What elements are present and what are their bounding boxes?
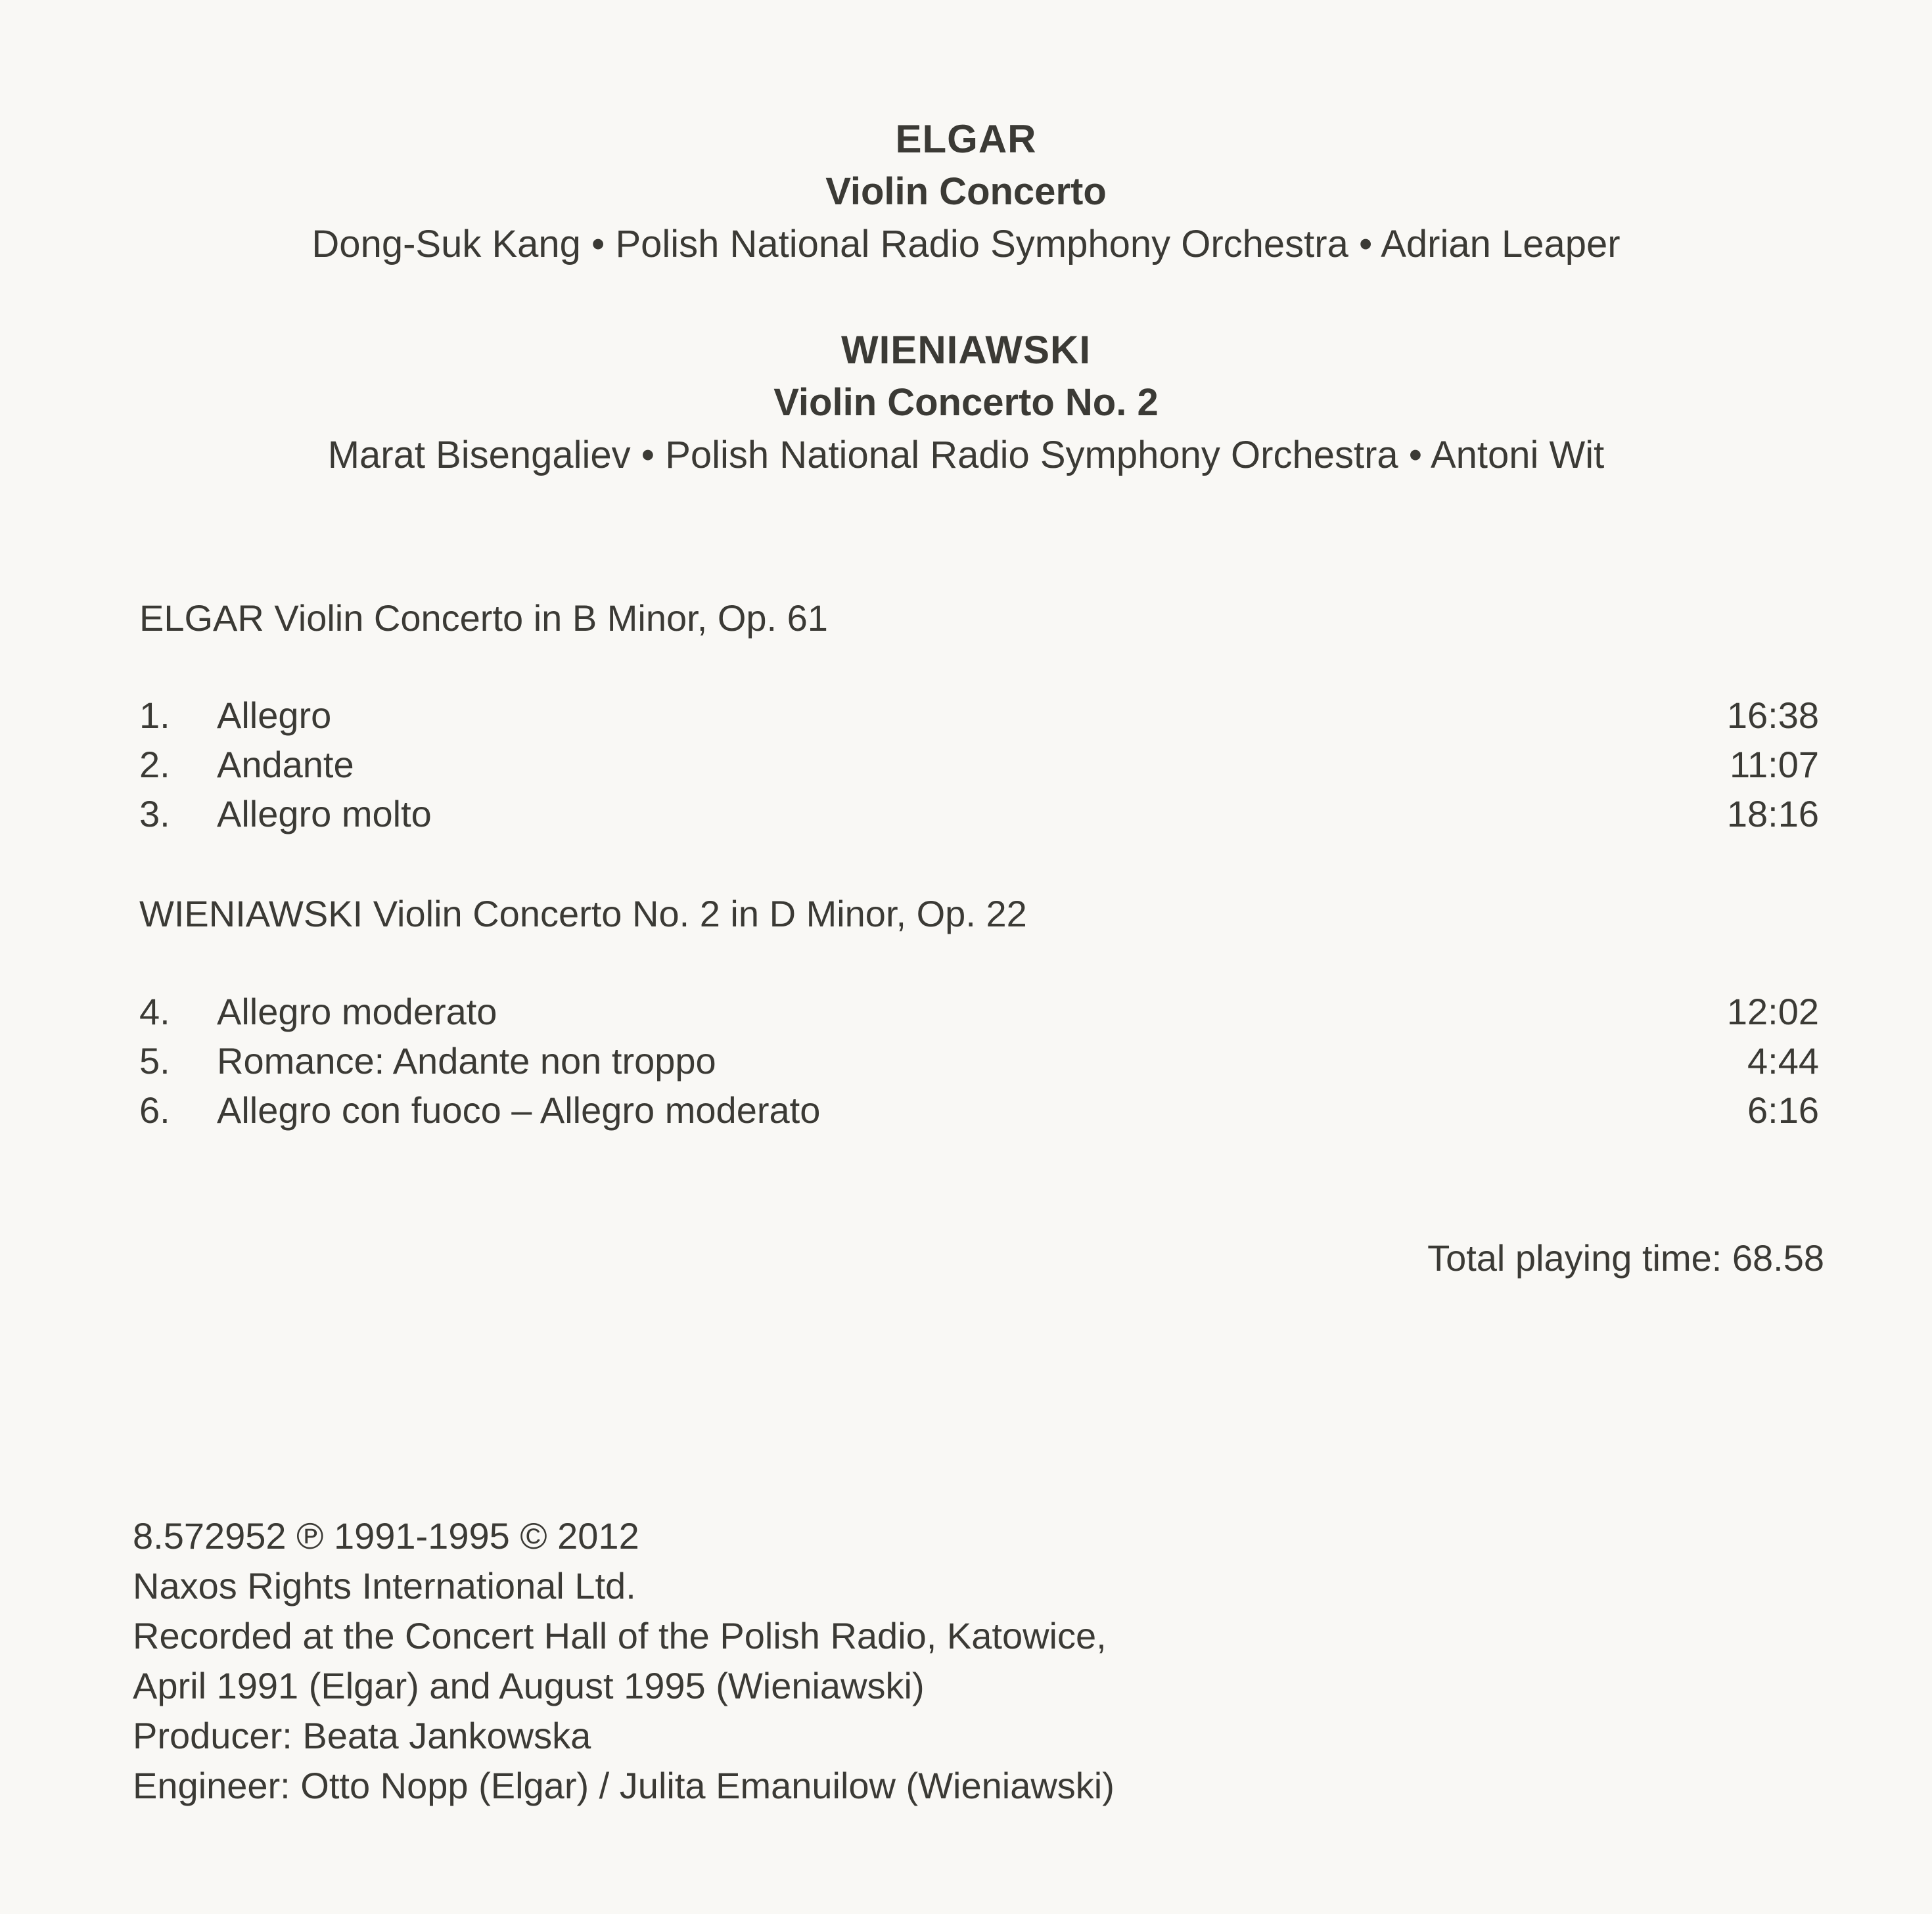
track-title: Allegro con fuoco – Allegro moderato: [217, 1089, 821, 1131]
header-elgar: [0, 113, 1932, 271]
header-wieniawski: [0, 324, 1932, 482]
composer-title: ELGAR: [895, 117, 1037, 161]
recording-dates-line: April 1991 (Elgar) and August 1995 (Wieniawski): [133, 1665, 925, 1706]
total-playing-time: Total playing time: 68.58: [1427, 1237, 1824, 1279]
catalogue-copyright-line: 8.572952 ℗ 1991-1995 © 2012: [133, 1515, 639, 1557]
work-title: Violin Concerto: [825, 170, 1107, 213]
track-number: 6.: [139, 1089, 170, 1131]
track-duration: 18:16: [1726, 793, 1819, 834]
track-title: Allegro: [217, 695, 332, 736]
recording-venue-line: Recorded at the Concert Hall of the Polish Radio, Katowice,: [133, 1615, 1107, 1656]
wieniawski-work-heading: WIENIAWSKI Violin Concerto No. 2 in D Minor, Op. 22: [139, 893, 1027, 934]
track-title: Romance: Andante non troppo: [217, 1040, 716, 1082]
track-duration: 6:16: [1747, 1089, 1819, 1131]
track-row: [139, 1085, 1819, 1135]
track-number: 3.: [139, 793, 170, 834]
track-number: 2.: [139, 744, 170, 785]
track-number: 1.: [139, 695, 170, 736]
track-number: 5.: [139, 1040, 170, 1082]
track-title: Allegro molto: [217, 793, 432, 834]
work-title: Violin Concerto No. 2: [773, 381, 1159, 424]
track-duration: 11:07: [1730, 744, 1819, 785]
track-title: Allegro moderato: [217, 991, 497, 1032]
track-number: 4.: [139, 991, 170, 1032]
producer-line: Producer: Beata Jankowska: [133, 1715, 591, 1756]
performers-line: Marat Bisengaliev • Polish National Radio Symphony Orchestra • Antoni Wit: [327, 434, 1605, 476]
credits-footer: [133, 1511, 1115, 1811]
performers-line: Dong-Suk Kang • Polish National Radio Symphony Orchestra • Adrian Leaper: [311, 223, 1621, 265]
track-duration: 12:02: [1726, 991, 1819, 1032]
track-title: Andante: [217, 744, 354, 785]
elgar-work-heading: ELGAR Violin Concerto in B Minor, Op. 61: [139, 597, 828, 639]
track-row: [139, 740, 1819, 789]
publisher-line: Naxos Rights International Ltd.: [133, 1565, 636, 1606]
composer-title: WIENIAWSKI: [841, 328, 1091, 372]
track-row: [139, 1036, 1819, 1085]
track-row: [139, 987, 1819, 1036]
track-row: [139, 691, 1819, 740]
track-row: [139, 789, 1819, 838]
track-duration: 16:38: [1726, 695, 1819, 736]
track-duration: 4:44: [1747, 1040, 1819, 1082]
engineer-line: Engineer: Otto Nopp (Elgar) / Julita Emanuilow (Wieniawski): [133, 1765, 1115, 1806]
